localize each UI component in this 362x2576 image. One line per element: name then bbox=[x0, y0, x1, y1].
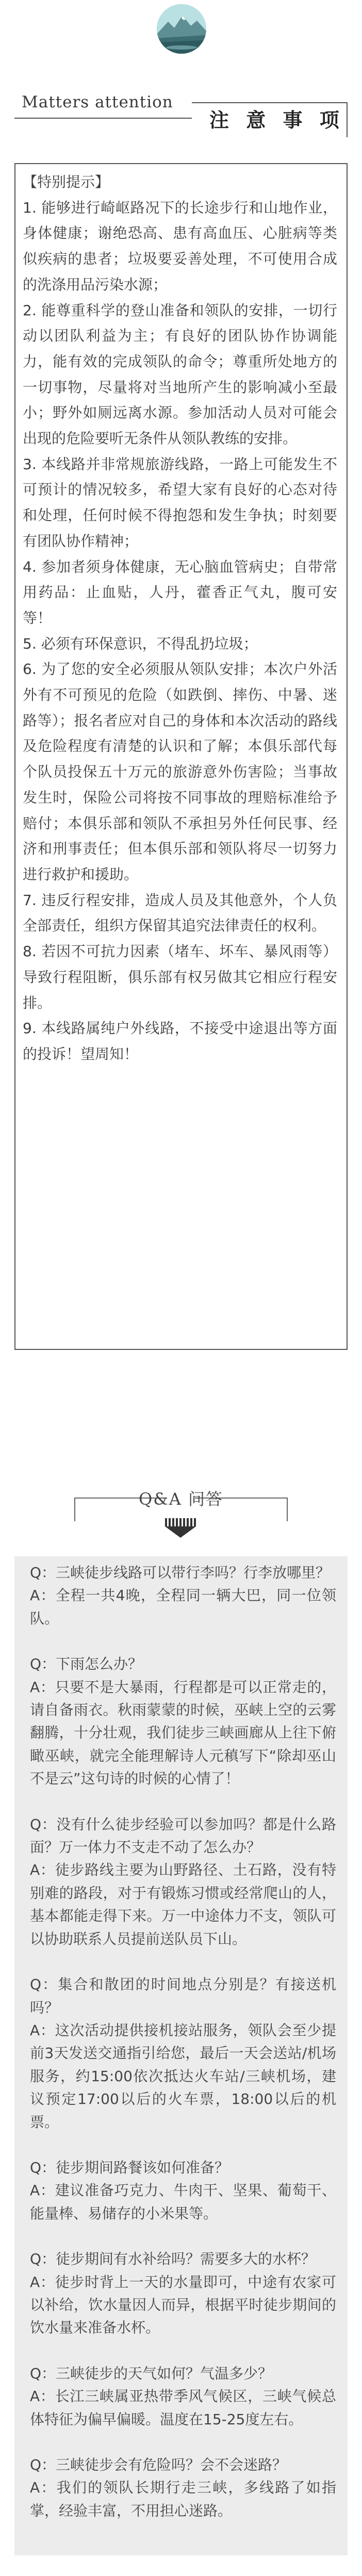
header-underline bbox=[14, 118, 192, 119]
qa-item bbox=[30, 2248, 336, 2340]
qa-item bbox=[30, 1973, 336, 2134]
notice-item-3: 3. 本线路并非常规旅游线路，一路上可能发生不可预计的情况较多，希望大家有良好的心态对待和处理，任何时候不得抱怨和发生争执；时刻要有团队协作精神； bbox=[23, 455, 337, 550]
qa-item bbox=[30, 2156, 336, 2225]
header-title-en: Matters attention bbox=[22, 93, 173, 111]
qa-title: Q&A 问答 bbox=[138, 1489, 223, 1509]
qa-answer: A：这次活动提供接机接站服务，领队会至少提前3天发送交通指引给您，最后一天会送站/机场服务，约15:00依次抵达火车站/三峡机场，建议预定17:00以后的火车票，18:00以后的机票。 bbox=[30, 2021, 336, 2131]
qa-item bbox=[30, 2454, 336, 2522]
notice-item-6: 6. 为了您的安全必须服从领队安排；本次户外活外有不可预见的危险（如跌倒、摔伤、中暑、迷路等）；报名者应对自己的身体和本次活动的路线及危险程度有清楚的认识和了解；本俱乐部代每个队员投保五十万元的旅游意外伤害险；当事故发生时，保险公司将按不同事故的理赔标准给予赔付；本俱乐部和领队不承担另外任何民事、经济和刑事责任；但本俱乐部和领队将尽一切努力进行救护和援助。 bbox=[23, 661, 337, 883]
qa-question: Q：徒步期间有水补给吗？需要多大的水杯？ bbox=[30, 2250, 316, 2268]
header-title-cn: 注 意 事 项 bbox=[209, 109, 344, 132]
qa-header bbox=[0, 1466, 362, 1553]
qa-question: Q：集合和散团的时间地点分别是？有接送机吗？ bbox=[30, 1976, 336, 2016]
mountain-lake-emblem-icon bbox=[157, 4, 206, 54]
notice-box bbox=[14, 163, 348, 1350]
qa-answer: A：长江三峡属亚热带季风气候区，三峡气候总体特征为偏早偏暖。温度在15-25度左右。 bbox=[30, 2388, 336, 2428]
qa-question: Q：三峡徒步的天气如何？气温多少？ bbox=[30, 2364, 273, 2382]
qa-box bbox=[14, 1556, 348, 2555]
qa-answer: A：我们的领队长期行走三峡，多线路了如指掌，经验丰富，不用担心迷路。 bbox=[30, 2479, 336, 2519]
qa-answer: A：建议准备巧克力、牛肉干、坚果、葡萄干、能量棒、易储存的小米果等。 bbox=[30, 2182, 336, 2222]
notice-item-5: 5. 必须有环保意识，不得乱扔垃圾； bbox=[23, 635, 258, 652]
qa-question: Q：下雨怎么办？ bbox=[30, 1655, 143, 1673]
notice-item-4: 4. 参加者须身体健康，无心脑血管病史；自带常用药品：止血贴，人丹，藿香正气丸，腹可安等！ bbox=[23, 558, 337, 626]
qa-item bbox=[30, 1653, 336, 1790]
qa-item bbox=[30, 1561, 336, 1630]
qa-question: Q：三峡徒步会有危险吗？会不会迷路？ bbox=[30, 2456, 287, 2473]
notice-item-9: 9. 本线路属纯户外线路，不接受中途退出等方面的投诉！望周知！ bbox=[23, 1020, 337, 1062]
qa-answer: A：全程一共4晚，全程同一辆大巴，同一位领队。 bbox=[30, 1587, 336, 1627]
qa-question: Q：徒步期间路餐该如何准备？ bbox=[30, 2159, 229, 2176]
ribbon-icon bbox=[164, 1515, 198, 1540]
qa-question: Q：没有什么徒步经验可以参加吗？都是什么路面？万一体力不支走不动了怎么办？ bbox=[30, 1815, 336, 1856]
qa-item bbox=[30, 2362, 336, 2431]
notice-item-1: 1. 能够进行崎岖路况下的长途步行和山地作业，身体健康；谢绝恐高、患有高血压、心脏病等类似疾病的患者；垃圾要妥善处理，不可使用合成的洗涤用品污染水源； bbox=[23, 199, 337, 293]
section-header bbox=[14, 68, 348, 130]
notice-item-8: 8. 若因不可抗力因素（堵车、坏车、暴风雨等）导致行程阻断，俱乐部有权另做其它相应行程安排。 bbox=[23, 943, 337, 1011]
qa-answer: A：只要不是大暴雨，行程都是可以正常走的，请自备雨衣。秋雨蒙蒙的时候，巫峡上空的云雾翻腾，十分壮观，我们徒步三峡画廊从上往下俯瞰巫峡，就完全能理解诗人元稹写下“除却巫山不是云”这句诗的时候的心情了！ bbox=[30, 1678, 336, 1788]
qa-question: Q：三峡徒步线路可以带行李吗？行李放哪里？ bbox=[30, 1564, 331, 1581]
notice-item-7: 7. 违反行程安排，造成人员及其他意外，个人负全部责任，组织方保留其追究法律责任的权利。 bbox=[23, 891, 337, 935]
notice-item-2: 2. 能尊重科学的登山准备和领队的安排，一切行动以团队利益为主；有良好的团队协作协调能力，能有效的完成领队的命令；尊重所处地方的一切事物，尽量将对当地所产生的影响减小至最小；野外如厕远离水源。参加活动人员对可能会出现的危险要听无条件从领队教练的安排。 bbox=[23, 301, 337, 447]
notice-heading: 【特别提示】 bbox=[23, 173, 110, 190]
qa-answer: A：徒步路线主要为山野路径、土石路，没有特别难的路段，对于有锻炼习惯或经常爬山的人，基本都能走得下来。万一中途体力不支，领队可以协助联系人员提前送队员下山。 bbox=[30, 1861, 336, 1947]
qa-item bbox=[30, 1813, 336, 1951]
qa-answer: A：徒步时背上一天的水量即可，中途有农家可以补给，饮水量因人而异，根据平时徒步期间的饮水量来准备水杯。 bbox=[30, 2273, 336, 2337]
